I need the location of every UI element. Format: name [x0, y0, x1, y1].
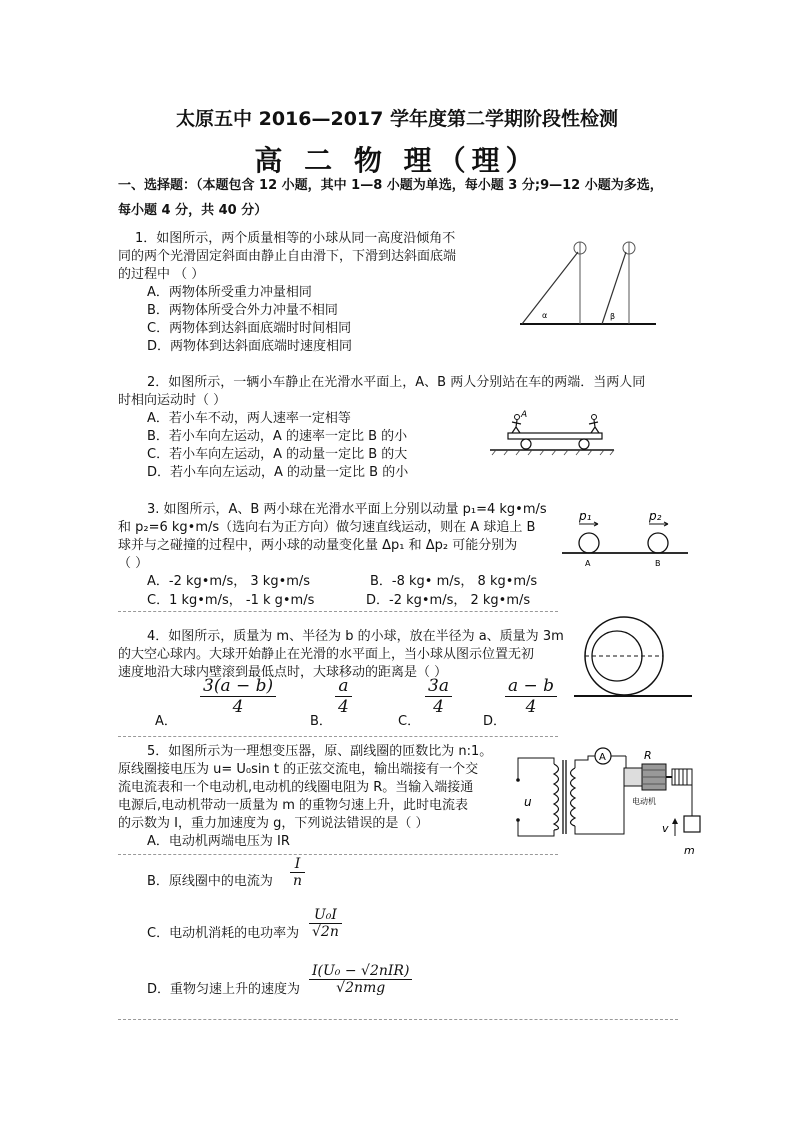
separator [118, 611, 558, 612]
q5-option-b-fraction [290, 856, 305, 889]
q2-stem-line2: 时相向运动时（ ） [118, 393, 227, 408]
q1-beta-label: β [610, 312, 616, 321]
q5-option-d-denominator: √2nmg [336, 980, 386, 996]
section-heading-line2: 每小题 4 分，共 40 分） [118, 203, 268, 218]
q5-motor-label: 电动机 [632, 797, 656, 806]
exam-title: 太原五中 2016—2017 学年度第二学期阶段性检测 [176, 108, 618, 130]
q5-transformer-figure [508, 742, 708, 860]
q5-stem-line5: 的示数为 I，重力加速度为 g，下列说法错误的是（ ） [118, 816, 429, 831]
q1-alpha-label: α [542, 311, 548, 320]
separator [118, 854, 558, 855]
q5-option-d-fraction [309, 963, 412, 996]
q1-option-a: A．两物体所受重力冲量相同 [147, 285, 312, 300]
q3-stem-line1: 3. 如图所示，A、B 两小球在光滑水平面上分别以动量 p₁=4 kg•m/s [147, 502, 547, 517]
q4-option-c-denominator: 4 [433, 697, 444, 717]
q5-stem-line3: 流电流表和一个电动机,电动机的线圈电阻为 R。当输入端接通 [118, 780, 474, 795]
q5-option-a: A．电动机两端电压为 IR [147, 834, 290, 849]
q5-option-d-label: D．重物匀速上升的速度为 [147, 982, 301, 997]
q5-option-b-numerator: I [294, 856, 301, 872]
subject-title: 高 二 物 理（理） [254, 144, 540, 177]
q4-option-c-numerator: 3a [428, 676, 449, 696]
q5-option-c-denominator: √2n [312, 924, 339, 940]
q2-option-a: A．若小车不动，两人速率一定相等 [147, 411, 351, 426]
q4-stem-line3: 速度地沿大球内壁滚到最低点时，大球移动的距离是（ ） [118, 665, 448, 680]
q1-stem-line1: 1．如图所示，两个质量相等的小球从同一高度沿倾角不 [135, 231, 456, 246]
q2-cart-figure [488, 407, 618, 457]
q3-balls-figure [560, 506, 690, 570]
q4-option-d-fraction [505, 676, 557, 717]
q3-option-d: D．-2 kg•m/s， 2 kg•m/s [366, 593, 531, 608]
separator [118, 1019, 678, 1020]
q2-stem-line1: 2．如图所示，一辆小车静止在光滑水平面上，A、B 两人分别站在车的两端．当两人同 [147, 375, 646, 390]
q5-m-label: m [684, 844, 695, 857]
q5-option-c-numerator: U₀I [313, 907, 337, 923]
q4-stem-line2: 的大空心球内。大球开始静止在光滑的水平面上，当小球从图示位置无初 [118, 647, 535, 662]
q5-u-label: u [524, 795, 532, 809]
q5-option-b-label: B．原线圈中的电流为 [147, 874, 273, 889]
q4-option-a-fraction [200, 676, 276, 717]
q4-option-d-numerator: a − b [508, 676, 555, 696]
q5-stem-line1: 5．如图所示为一理想变压器，原、副线圈的匝数比为 n:1。 [147, 744, 493, 759]
q5-ammeter-label: A [599, 752, 606, 763]
q3-option-c: C．1 kg•m/s， -1 k g•m/s [147, 593, 315, 608]
q4-option-b-fraction [335, 676, 352, 717]
q2-option-c: C．若小车向左运动，A 的动量一定比 B 的大 [147, 447, 408, 462]
q4-option-a-numerator: 3(a − b) [203, 676, 274, 696]
q5-option-d-numerator: I(U₀ − √2nIR) [312, 963, 410, 979]
q5-option-c-label: C．电动机消耗的电功率为 [147, 926, 300, 941]
q3-option-b: B．-8 kg• m/s， 8 kg•m/s [370, 574, 538, 589]
q5-r-label: R [644, 749, 652, 762]
q1-option-c: C．两物体到达斜面底端时时间相同 [147, 321, 352, 336]
q4-option-b-numerator: a [338, 676, 349, 696]
q4-option-c-fraction [425, 676, 452, 717]
q2-option-b: B．若小车向左运动，A 的速率一定比 B 的小 [147, 429, 408, 444]
q5-stem-line4: 电源后,电动机带动一质量为 m 的重物匀速上升，此时电流表 [118, 798, 469, 813]
q5-v-label: v [662, 822, 669, 835]
q2-person-a-label: A [521, 410, 528, 420]
section-heading-line1: 一、选择题：（本题包含 12 小题，其中 1—8 小题为单选，每小题 3 分;9—12 小题为多选， [118, 178, 663, 193]
q1-option-b: B．两物体所受合外力冲量不相同 [147, 303, 338, 318]
q4-option-b-denominator: 4 [338, 697, 349, 717]
q4-option-b-label: B． [310, 714, 332, 729]
q3-option-a: A．-2 kg•m/s， 3 kg•m/s [147, 574, 311, 589]
q3-ball-b-label: B [655, 559, 661, 568]
q4-option-d-label: D． [483, 714, 507, 729]
q4-option-a-denominator: 4 [232, 697, 244, 717]
q3-p2-label: p₂ [649, 509, 662, 523]
separator [118, 736, 558, 737]
q3-stem-line2: 和 p₂=6 kg•m/s（选向右为正方向）做匀速直线运动，则在 A 球追上 B [118, 520, 536, 535]
q5-stem-line2: 原线圈接电压为 u= U₀sin t 的正弦交流电，输出端接有一个交 [118, 762, 479, 777]
q1-stem-line3: 的过程中 （ ） [118, 267, 205, 282]
q4-option-c-label: C． [398, 714, 421, 729]
q2-option-d: D．若小车向左运动，A 的动量一定比 B 的小 [147, 465, 409, 480]
q5-option-c-fraction [309, 907, 342, 940]
q3-stem-line3: 球并与之碰撞的过程中，两小球的动量变化量 Δp₁ 和 Δp₂ 可能分别为 [118, 538, 518, 553]
q4-spheres-figure [572, 615, 694, 701]
q1-option-d: D．两物体到达斜面底端时速度相同 [147, 339, 353, 354]
q4-option-d-denominator: 4 [525, 697, 537, 717]
q4-option-a-label: A． [155, 714, 177, 729]
q3-stem-line4: （ ） [118, 556, 149, 571]
q3-ball-a-label: A [585, 559, 591, 568]
q4-stem-line1: 4．如图所示，质量为 m、半径为 b 的小球，放在半径为 a、质量为 3m [147, 629, 564, 644]
q1-stem-line2: 同的两个光滑固定斜面由静止自由滑下，下滑到达斜面底端 [118, 249, 457, 264]
q5-option-b-denominator: n [293, 873, 303, 889]
q1-incline-figure [518, 232, 658, 330]
q3-p1-label: p₁ [579, 509, 592, 523]
